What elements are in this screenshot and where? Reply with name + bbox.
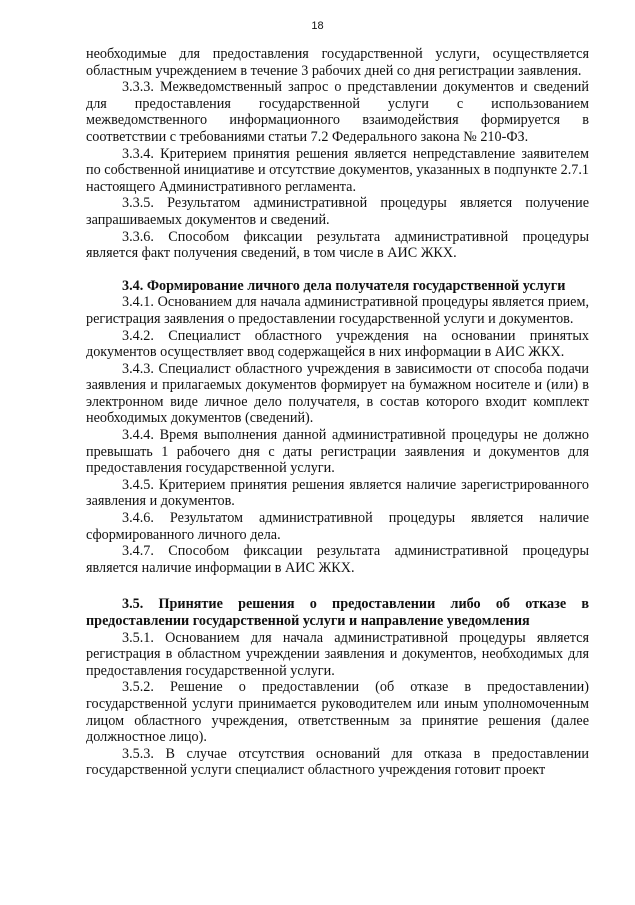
- paragraph: 3.5.2. Решение о предоставлении (об отказе в предоставлении) государственной услуги принимается руководителем или иным уполномоченным лицом областного учреждения, ответственным за принятие решения (далее должностное лицо).: [86, 679, 589, 746]
- paragraph: 3.4.4. Время выполнения данной административной процедуры не должно превышать 1 рабочего дня с даты регистрации заявления и документов для предоставления государственной услуги.: [86, 427, 589, 477]
- paragraph: 3.3.5. Результатом административной процедуры является получение запрашиваемых документов и сведений.: [86, 195, 589, 228]
- document-body: [86, 46, 589, 779]
- paragraph: 3.4.6. Результатом административной процедуры является наличие сформированного личного дела.: [86, 510, 589, 543]
- paragraph: 3.4.7. Способом фиксации результата административной процедуры является наличие информации в АИС ЖКХ.: [86, 543, 589, 576]
- paragraph: 3.3.6. Способом фиксации результата административной процедуры является факт получения сведений, в том числе в АИС ЖКХ.: [86, 228, 589, 262]
- paragraph: 3.4.1. Основанием для начала административной процедуры является прием, регистрация заявления о предоставлении государственной услуги и документов.: [86, 294, 589, 327]
- paragraph: 3.3.3. Межведомственный запрос о представлении документов и сведений для предоставления государственной услуги с использованием межведомственного информационного взаимодействия формируется в соответствии с требованиями статьи 7.2 Федерального закона № 210-ФЗ.: [86, 79, 589, 145]
- page-number: 18: [311, 20, 324, 32]
- paragraph: 3.4.2. Специалист областного учреждения на основании принятых документов осуществляет ввод содержащейся в них информации в АИС ЖКХ.: [86, 327, 589, 361]
- paragraph: необходимые для предоставления государственной услуги, осуществляется областным учреждением в течение 3 рабочих дней со дня регистрации заявления.: [86, 46, 589, 79]
- section-heading: 3.4. Формирование личного дела получателя государственной услуги: [122, 277, 566, 294]
- paragraph: 3.5.3. В случае отсутствия оснований для отказа в предоставлении государственной услуги специалист областного учреждения готовит проект: [86, 745, 589, 779]
- section-heading: 3.5. Принятие решения о предоставлении либо об отказе в предоставлении государственной услуги и направление уведомления: [86, 596, 589, 629]
- paragraph: 3.4.3. Специалист областного учреждения в зависимости от способа подачи заявления и прилагаемых документов формирует на бумажном носителе и (или) в электронном виде личное дело получателя, в состав которого входит комплект необходимых документов (сведений).: [86, 360, 589, 427]
- paragraph: 3.3.4. Критерием принятия решения является непредставление заявителем по собственной инициативе и отсутствие документов, указанных в подпункте 2.7.1 настоящего Административного регламента.: [86, 145, 589, 195]
- paragraph: 3.5.1. Основанием для начала административной процедуры является регистрация в областном учреждении заявления и документов, необходимых для предоставления государственной услуги.: [86, 629, 589, 679]
- paragraph: 3.4.5. Критерием принятия решения является наличие зарегистрированного заявления и документов.: [86, 476, 589, 510]
